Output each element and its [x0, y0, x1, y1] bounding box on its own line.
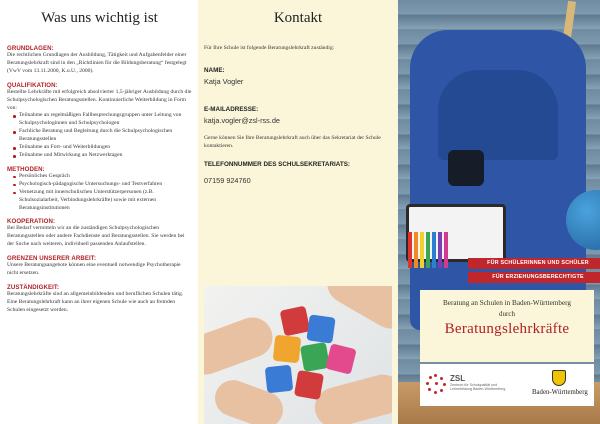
qualifikation-text: Bestellte Lehrkräfte mit erfolgreich absolvierter 1,5-jähriger Ausbildung durch die Schulpsychologischen Beratungsstellen. Kontinuierliche Weiterbildung in Form von: — [7, 88, 192, 111]
list-item: Psychologisch-pädagogische Untersuchungs- und Testverfahren — [13, 181, 192, 189]
panel-left — [0, 0, 198, 424]
cover-title-card — [420, 290, 594, 362]
bw-logo-text: Baden-Württemberg — [532, 389, 588, 396]
colored-pencils-image — [408, 228, 464, 268]
qualifikation-list — [13, 112, 192, 159]
bw-crest-icon — [552, 370, 566, 386]
secretariat-note: Gerne können Sie Ihre Beratungslehrkraft auch über das Sekretariat der Schule kontaktieren. — [204, 134, 381, 149]
email-label: E-MAILADRESSE: — [204, 105, 259, 113]
name-label: NAME: — [204, 66, 225, 74]
cover-subtitle: Beratung an Schulen in Baden-Württemberg — [442, 299, 571, 307]
grundlagen-text: Die rechtlichen Grundlagen der Ausbildung, Tätigkeit und Aufgabenfelder einer Beratungslehrkraft sind in den „Richtlinien für die Bildungsberatung“ festgelegt (VwV vom 13.11.2000, K.u.U., 2000). — [7, 52, 187, 74]
kooperation-text: Bei Bedarf vermitteln wir an die zuständigen Schulpsychologischen Beratungsstellen oder andere Fachdienste und Beratungsstellen. Sie werden bei der Suche nach weiteren, individuell passenden Anlaufstellen. — [7, 225, 185, 248]
panel-middle-title: Kontakt — [273, 10, 323, 26]
backpack-handle — [448, 150, 484, 186]
backpack-flap — [438, 70, 558, 160]
methoden-list — [13, 173, 192, 213]
contact-email[interactable]: katja.vogler@zsl-rss.de — [204, 115, 280, 125]
zustaendigkeit-heading: ZUSTÄNDIGKEIT: — [7, 283, 60, 291]
audience-band-parents: FÜR ERZIEHUNGSBERECHTIGTE — [468, 272, 600, 283]
list-item: Vernetzung mit innerschulischen Unterstützerpersonen (z.B. Schulsozialarbeit, Verbindungslehrkräfte) sowie mit externen Beratungsinstitutionen — [13, 189, 192, 213]
kooperation-heading: KOOPERATION: — [7, 218, 56, 226]
contact-phone: 07159 924760 — [204, 175, 251, 185]
zustaendigkeit-text: Beratungslehrkräfte sind an allgemeinbildenden und beruflichen Schulen tätig. Eine Beratungslehrkraft kann an ihrer eigenen Schule wie auch an fremden Schulen eingesetzt werden. — [7, 290, 184, 313]
zsl-logo: ZSL Zentrum für Schulqualität und Lehrerbildung Baden-Württemberg — [450, 374, 506, 392]
phone-label: TELEFONNUMMER DES SCHULSEKRETARIATS: — [204, 160, 350, 168]
zsl-logo-icon — [426, 374, 446, 394]
logo-strip — [420, 364, 594, 406]
list-item: Persönliches Gespräch — [13, 173, 192, 181]
puzzle-hands-photo — [204, 286, 392, 424]
grenzen-text: Unsere Beratungsangebote können eine eventuell notwendige Psychotherapie nicht ersetzen. — [7, 262, 181, 277]
panel-left-title: Was uns wichtig ist — [41, 10, 158, 26]
methoden-heading: METHODEN: — [7, 165, 45, 173]
audience-band-students: FÜR SCHÜLERINNEN UND SCHÜLER — [468, 258, 600, 269]
panel-middle — [198, 0, 398, 424]
qualifikation-heading: QUALIFIKATION: — [7, 81, 58, 89]
list-item: Fachliche Beratung und Begleitung durch die Schulpsychologischen Beratungsstellen — [13, 128, 192, 144]
list-item: Teilnahme und Mitwirkung an Netzwerktagen — [13, 152, 192, 160]
list-item: Teilnahme an Fort- und Weiterbildungen — [13, 144, 192, 152]
list-item: Teilnahme an regelmäßigen Fallbesprechungsgruppen unter Leitung von Schulpsychologinnen und Schulpsychologen — [13, 112, 192, 128]
contact-intro: Für Ihre Schule ist folgende Beratungslehrkraft zuständig: — [204, 45, 335, 51]
grenzen-heading: GRENZEN UNSERER ARBEIT: — [7, 255, 97, 263]
grundlagen-heading: GRUNDLAGEN: — [7, 45, 54, 52]
contact-name: Katja Vogler — [204, 76, 244, 86]
cover-connector: durch — [499, 310, 515, 318]
cover-title: Beratungslehrkräfte — [444, 321, 570, 337]
panel-cover — [398, 0, 600, 424]
